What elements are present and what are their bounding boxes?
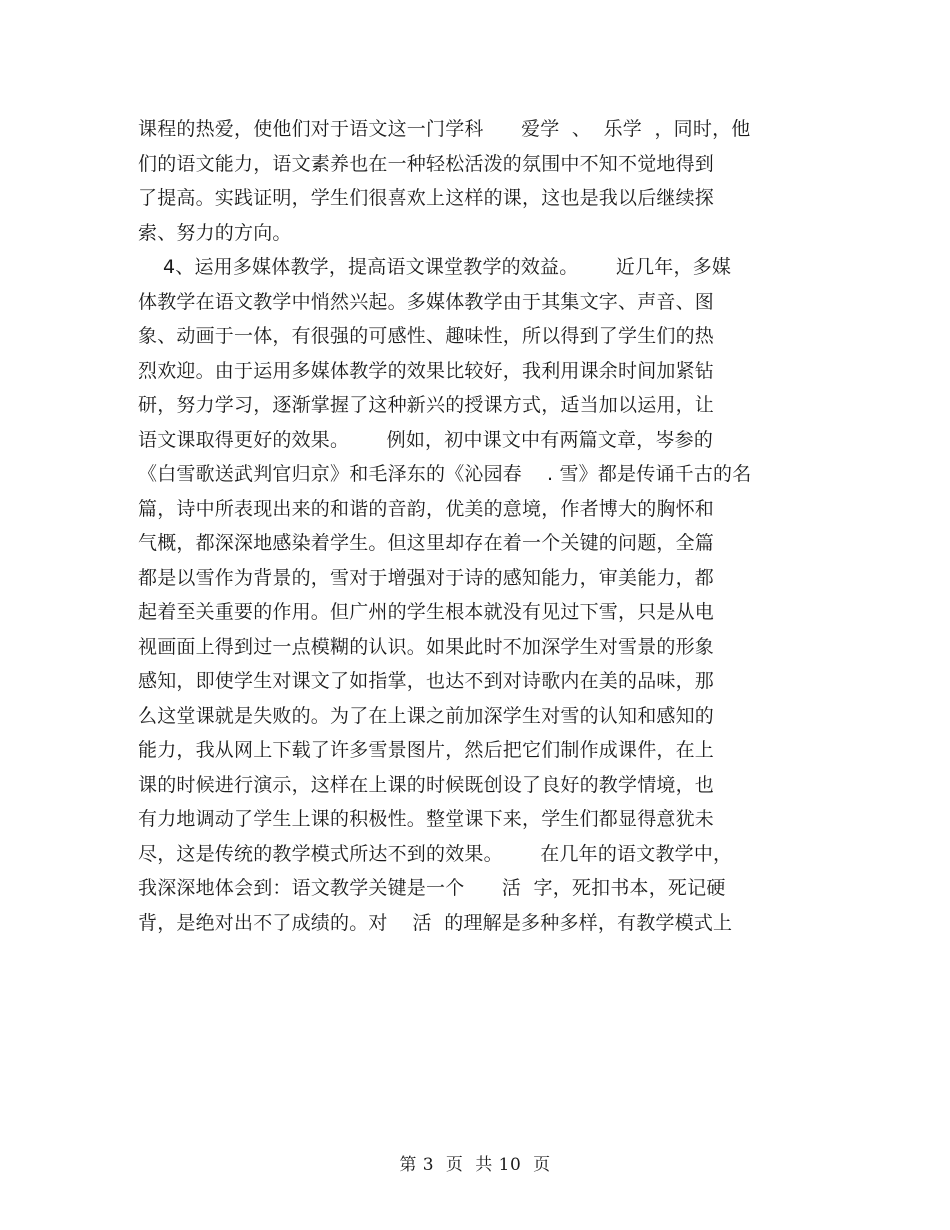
text-line: 4、运用多媒体教学，提高语文课堂教学的效益。 近几年，多媒 [138,256,732,278]
text-line: 背，是绝对出不了成绩的。对 活 的理解是多种多样，有教学模式上 [138,911,733,934]
text-line: 研，努力学习，逐渐掌握了这种新兴的授课方式，适当加以运用，让 [138,394,715,416]
text-line: 篇，诗中所表现出来的和谐的音韵，优美的意境，作者博大的胸怀和 [138,497,715,520]
body-text [138,112,818,940]
text-line: 有力地调动了学生上课的积极性。整堂课下来，学生们都显得意犹未 [138,808,715,830]
text-line: 象、动画于一体，有很强的可感性、趣味性，所以得到了学生们的热 [138,325,715,347]
text-line: 视画面上得到过一点模糊的认识。如果此时不加深学生对雪景的形象 [138,635,715,658]
text-line: 我深深地体会到：语文教学关键是一个 活 字，死扣书本，死记硬 [138,877,726,899]
text-line: 们的语文能力，语文素养也在一种轻松活泼的氛围中不知不觉地得到 [138,152,715,175]
text-line: 感知，即使学生对课文了如指掌，也达不到对诗歌内在美的品味，那 [138,670,715,692]
text-line: 气概，都深深地感染着学生。但这里却存在着一个关键的问题，全篇 [138,532,715,554]
text-line: 尽，这是传统的教学模式所达不到的效果。 在几年的语文教学中， [138,842,733,865]
text-line: 么这堂课就是失败的。为了在上课之前加深学生对雪的认知和感知的 [138,704,715,727]
text-line: 体教学在语文教学中悄然兴起。多媒体教学由于其集文字、声音、图 [138,290,715,313]
text-line: 烈欢迎。由于运用多媒体教学的效果比较好，我利用课余时间加紧钻 [138,359,715,382]
text-line: 《白雪歌送武判官归京》和毛泽东的《沁园春 . 雪》都是传诵千古的名 [138,463,752,485]
text-line: 索、努力的方向。 [138,221,292,244]
text-line: 课程的热爱，使他们对于语文这一门学科 爱学 、 乐学 ，同时，他 [138,118,751,140]
page-number-footer: 第 3 页 共 10 页 [399,1155,551,1175]
text-line: 起着至关重要的作用。但广州的学生根本就没有见过下雪，只是从电 [138,601,715,623]
text-line: 能力，我从网上下载了许多雪景图片，然后把它们制作成课件，在上 [138,739,715,761]
text-line: 都是以雪作为背景的，雪对于增强对于诗的感知能力，审美能力，都 [138,566,715,589]
text-line: 课的时候进行演示，这样在上课的时候既创设了良好的教学情境，也 [138,773,715,796]
text-line: 了提高。实践证明，学生们很喜欢上这样的课，这也是我以后继续探 [138,187,715,209]
text-line: 语文课取得更好的效果。 例如，初中课文中有两篇文章，岑参的 [138,428,714,451]
